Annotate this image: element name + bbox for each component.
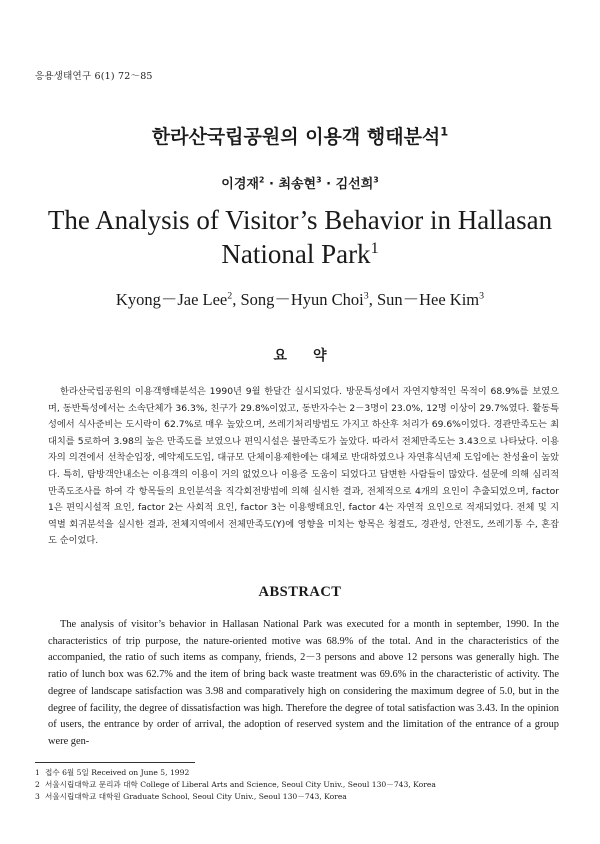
english-title-line-1: The Analysis of Visitor’s Behavior in Hallasan — [47, 205, 553, 235]
footnote-number: 3 — [35, 792, 40, 801]
english-author-2-mark: 3 — [363, 290, 369, 302]
english-title-footnote-mark: 1 — [370, 239, 379, 257]
korean-title — [0, 122, 600, 149]
korean-author-2: 최송현 — [278, 177, 317, 192]
korean-summary-heading: 요약 — [273, 348, 353, 364]
korean-author-3: 김선희 — [335, 177, 374, 192]
english-title-line-2: National Park — [221, 239, 371, 269]
footnote-text: 서울시립대학교 문리과 대학 College of Liberal Arts and Science, Seoul City Univ., Seoul 130－743, Korea — [45, 780, 436, 789]
english-authors — [0, 286, 600, 310]
english-title — [0, 203, 600, 271]
english-title-line-2-wrap — [0, 237, 600, 271]
footnote-divider — [35, 762, 195, 763]
english-author-1-mark: 2 — [227, 290, 233, 302]
abstract-heading: ABSTRACT — [258, 584, 342, 600]
footnote-number: 2 — [35, 780, 40, 789]
footnote-text: 서울시립대학교 대학원 Graduate School, Seoul City Univ., Seoul 130－743, Korea — [45, 792, 347, 801]
korean-author-separator: · — [326, 177, 332, 192]
english-author-3-mark: 3 — [479, 290, 485, 302]
english-author-separator: , — [232, 290, 241, 309]
english-author-separator: , — [368, 290, 377, 309]
korean-summary-body: 한라산국립공원의 이용객행태분석은 1990년 9월 한달간 실시되었다. 방문특성에서 자연지향적인 목적이 68.9%를 보였으며, 동반특성에서는 소속단체가 36.3%, 친구가 29.8%이었고, 동반자수는 2－3명이 23.0%, 12명 이상이 29.7%였다. 활동특성에서 식사준비는 도시락이 62.7%로 매우 높았으며, 쓰레기처리방법도 가지고 하산후 처리가 69.6%이었다. 경관만족도는 최대치를 5로하여 3.98의 높은 만족도를 보였으나 편익시설은 불만족도가 높았다. 따라서 전체만족도는 3.43으로 나타났다. 이용자의 의견에서 선착순입장, 예약제도도입, 대규모 단체이용제한에는 대체로 반대하였으나 자연휴식년제 도입에는 찬성율이 높았다. 특히, 탐방객안내소는 이용객의 이용이 거의 없었으나 이용증 도움이 되었다고 답변한 사람들이 많았다. 설문에 의해 심리적 만족도조사를 하여 각 항목들의 요인분석을 직각회전방법에 의해 실시한 결과, 전체적으로 4개의 요인이 추출되었으며, factor 1은 편익시설적 요인, factor 2는 사회적 요인, factor 3는 이용행태요인, factor 4는 자연적 요인으로 적재되었다. 전체 및 지역별 회귀분석을 실시한 결과, 전체지역에서 전체만족도(Y)에 영향을 미치는 항목은 청결도, 경관성, 안전도, 쓰레기통 수, 혼잡도 순이었다. — [48, 386, 559, 547]
footnote-1 — [35, 767, 575, 779]
korean-author-1-mark: 2 — [258, 175, 265, 185]
korean-authors — [0, 173, 600, 192]
english-author-3: Sun－Hee Kim — [376, 290, 480, 309]
footnote-text: 접수 6월 5일 Received on June 5, 1992 — [45, 768, 190, 777]
footnote-2 — [35, 779, 575, 791]
korean-author-3-mark: 3 — [373, 175, 379, 185]
korean-author-1: 이경재 — [221, 177, 259, 192]
korean-author-2-mark: 3 — [316, 175, 322, 185]
footnotes — [35, 767, 575, 803]
footnote-3 — [35, 791, 575, 803]
korean-title-text: 한라산국립공원의 이용객 행태분석 — [151, 126, 441, 148]
abstract-body: The analysis of visitor’s behavior in Hallasan National Park was executed for a month in september, 1990. In the characteristics of trip purpose, the nature-oriented motive was 68.9% of the total. And in the characteristics of the accompanied, the ratio of such items as company, friends, 2－3 persons and above 12 persons was generally high. The ratio of lunch box was 62.7% and the item of bring back waste treatment was 69.6% in the characteristic of activity. The degree of landscape satisfaction was 3.98 and comparatively high on considering the maximum degree of 5.0, but in the degree of facility, the degree of dissatisfaction was high. Therefore the degree of total satisfaction was 3.43. In the opinion of users, the entrance by order of arrival, the adoption of reserved system and the limitation of the entrance of a group were gen- — [48, 619, 559, 747]
english-author-1: Kyong－Jae Lee — [115, 290, 228, 309]
journal-reference: 응용생태연구 6(1) 72～85 — [35, 71, 153, 82]
korean-author-separator: · — [268, 177, 274, 192]
korean-title-footnote-mark: 1 — [440, 124, 449, 139]
footnote-number: 1 — [35, 768, 40, 777]
english-author-2: Song－Hyun Choi — [240, 290, 364, 309]
